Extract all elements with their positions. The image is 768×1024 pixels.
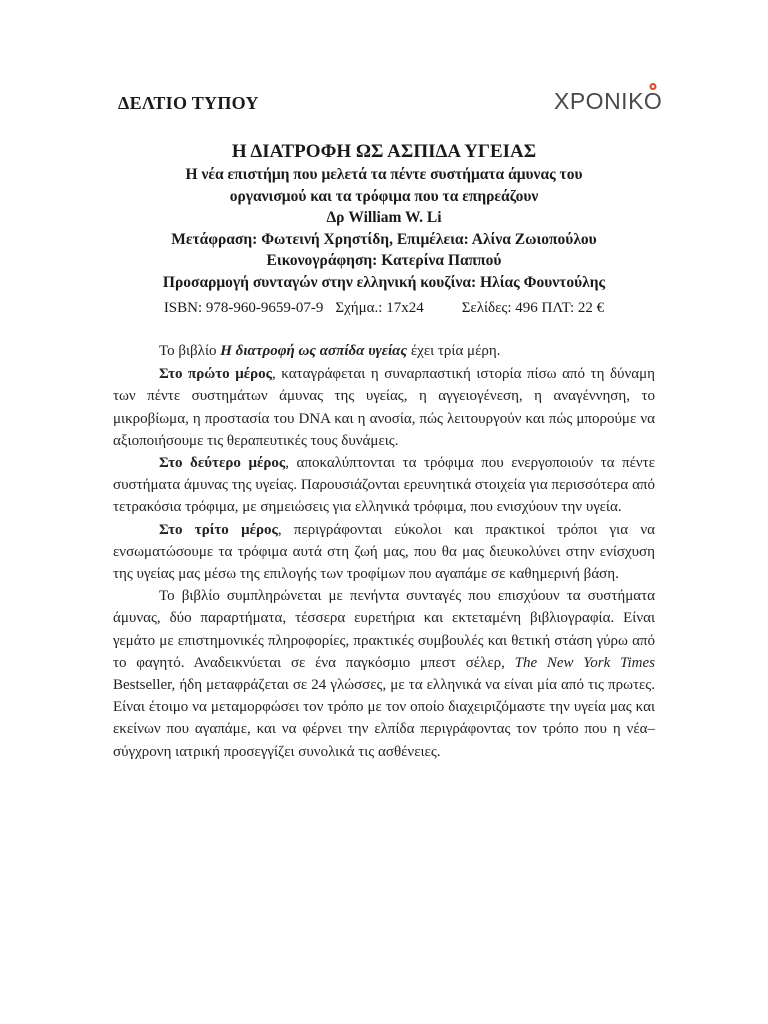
book-isbn: ISBN: 978-960-9659-07-9: [163, 300, 324, 316]
part-one-label: Στο πρώτο μέρος: [159, 366, 272, 383]
book-info-line: [100, 298, 668, 319]
closing-paragraph: [113, 585, 655, 763]
book-subtitle-line-2: οργανισμού και τα τρόφιμα που τα επηρεάζουν: [229, 187, 539, 205]
nyt-title: The New York Times: [514, 654, 655, 671]
book-header: [100, 140, 668, 319]
book-title: Η ΔΙΑΤΡΟΦΗ ΩΣ ΑΣΠΙΔΑ ΥΓΕΙΑΣ: [231, 141, 537, 162]
part-one-paragraph: [113, 363, 655, 452]
book-translation-credit: Μετάφραση: Φωτεινή Χρηστίδη, Επιμέλεια: Αλίνα Ζωιοπούλου: [171, 230, 597, 248]
press-release-label: ΔΕΛΤΙΟ ΤΥΠΟΥ: [118, 93, 259, 113]
part-one-text: , καταγράφεται η συναρπαστική ιστορία πίσω από τη δύναμη των πέντε συστημάτων άμυνας της υγείας, η αγγειογένεση, η αναγέννηση, το μικροβίωμα, η προστασία του DNA και η ανοσία, πώς λειτουργούν και πώς μπορούμε να αξιοποιήσουμε τις θεραπευτικές τους δυνάμεις.: [113, 366, 655, 449]
intro-text-end: έχει τρία μέρη.: [407, 343, 501, 359]
intro-book-title: Η διατροφή ως ασπίδα υγείας: [220, 343, 408, 359]
clock-icon: [650, 83, 657, 90]
publisher-logo: [554, 90, 662, 113]
intro-text: Το βιβλίο: [159, 343, 221, 359]
closing-text-end: Bestseller, ήδη μεταφράζεται σε 24 γλώσσες, με τα ελληνικά να είναι μία από τις πρωτες. Είναι έτοιμο να μεταμορφώσει τον τρόπο με τον οποίο διαχειριζόμαστε την υγεία μας και εκείνων που αγαπάμε, και να φέρνει την ελπίδα περιγράφοντας τον τρόπο που η νέα–σύγχρονη ιατρική προσεγγίζει συνολικά τις ασθένειες.: [113, 677, 655, 760]
book-author: Δρ William W. Li: [326, 209, 442, 226]
part-two-text: , αποκαλύπτονται τα τρόφιμα που ενεργοποιούν τα πέντε συστήματα άμυνας της υγείας. Παρουσιάζονται ερευνητικά στοιχεία για περισσότερα από τετρακόσια τρόφιμα, με σημειώσεις για ελληνικά τρόφιμα, που ενισχύουν την υγεία.: [113, 455, 655, 516]
part-two-label: Στο δεύτερο μέρος: [159, 455, 286, 472]
book-recipe-adaptation-credit: Προσαρμογή συνταγών στην ελληνική κουζίνα: Ηλίας Φουντούλης: [162, 273, 606, 291]
press-release-body: [113, 340, 655, 763]
logo-text-last: Ο: [643, 88, 663, 114]
intro-paragraph: [113, 340, 655, 362]
logo-text: ΧΡΟΝΙΚ: [554, 88, 644, 114]
part-two-paragraph: [113, 452, 655, 519]
book-illustration-credit: Εικονογράφηση: Κατερίνα Παππού: [266, 252, 502, 269]
closing-text: Το βιβλίο συμπληρώνεται με πενήντα συνταγές που επισχύουν τα συστήματα άμυνας, δύο παραρτήματα, τέσσερα ευρετήρια και εκτεταμένη βιβλιογραφία. Είναι γεμάτο με επιστημονικές πληροφορίες, πρακτικές συμβουλές και θετική στάση γύρω από το φαγητό. Αναδεικνύεται σε ένα παγκόσμιο μπεστ σέλερ,: [113, 588, 655, 671]
part-three-text: , περιγράφονται εύκολοι και πρακτικοί τρόποι για να ενσωματώσουμε τα τρόφιμα αυτά στη ζωή μας, που θα μας διευκολύνει στην ενίσχυση της υγείας μας μέσω της επιλογής των τροφίμων που αγαπάμε σε καθημερινή βάση.: [113, 521, 656, 583]
book-format: Σχήμα.: 17x24: [335, 300, 424, 316]
part-three-label: Στο τρίτο μέρος: [159, 521, 278, 538]
book-pages-price: Σελίδες: 496 ΠΛΤ: 22 €: [461, 300, 605, 316]
logo-last-letter: [644, 90, 662, 113]
book-subtitle-line-1: Η νέα επιστήμη που μελετά τα πέντε συστήματα άμυνας του: [185, 166, 583, 183]
part-three-paragraph: [113, 519, 655, 586]
